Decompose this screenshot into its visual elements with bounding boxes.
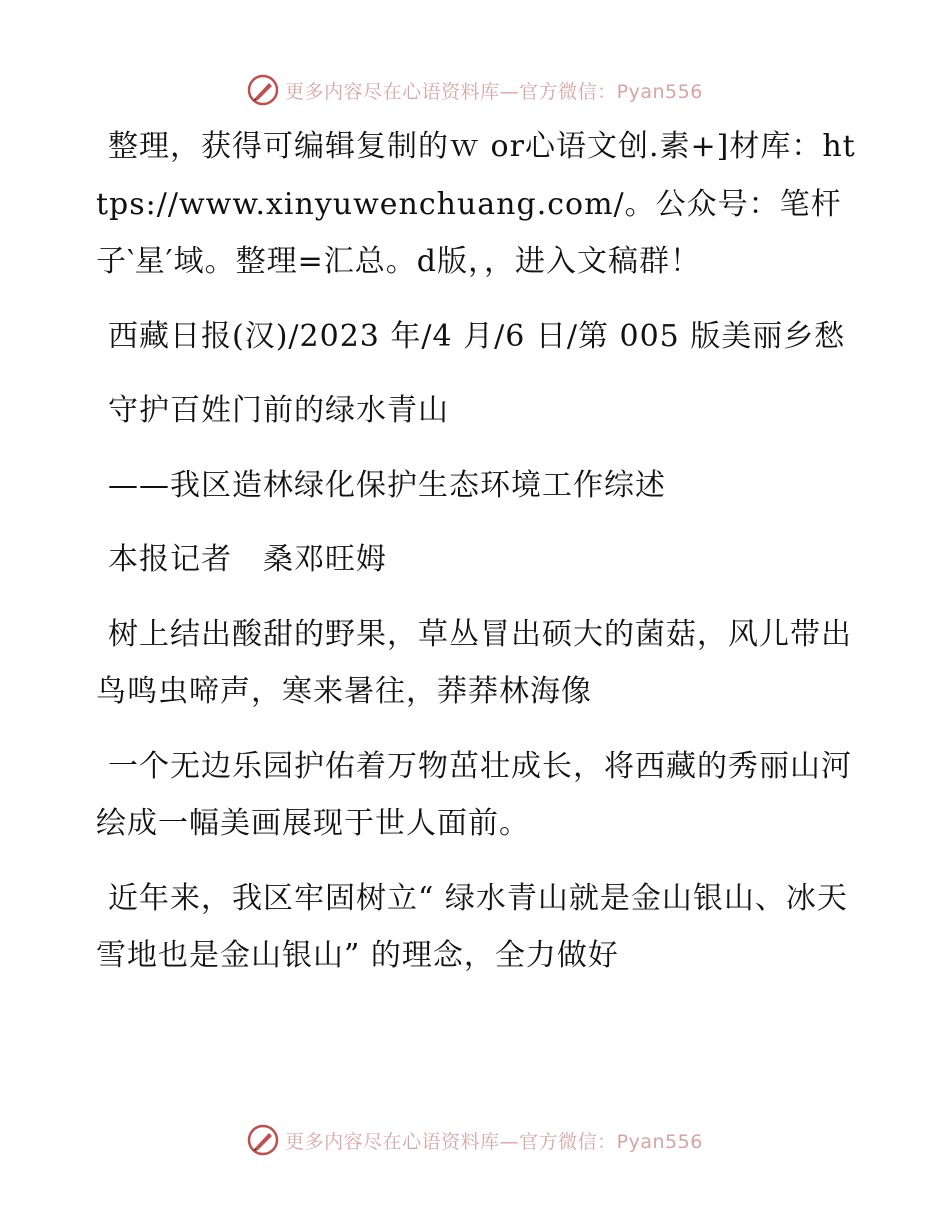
paragraph-body-2 [96,738,866,853]
pen-logo-icon [247,1124,279,1156]
header-banner [0,70,950,110]
paragraph-body-3 [96,870,866,985]
pen-logo-icon [247,74,279,106]
byline [96,531,866,589]
paragraph-source [96,308,866,366]
paragraph-text: 整理，获得可编辑复制的ｗ or心语文创.素+]材库：https://www.xinyuwenchuang.com/。公众号：笔杆子‵星′域。整理=汇总。d版，，进入文稿群！ [96,129,856,279]
banner-text: 更多内容尽在心语资料库—官方微信：Pyan556 [285,1130,703,1153]
paragraph-body-1 [96,606,866,721]
document-body [96,118,866,1002]
paragraph-text: 本报记者 桑邓旺姆 [108,542,387,577]
article-subtitle [96,457,866,515]
paragraph-intro [96,118,866,291]
paragraph-text: ——我区造林绿化保护生态环境工作综述 [108,467,666,503]
footer-banner [0,1120,950,1160]
paragraph-text: 守护百姓门前的绿水青山 [108,393,449,428]
paragraph-text: 一个无边乐园护佑着万物茁壮成长，将西藏的秀丽山河绘成一幅美画展现于世人面前。 [96,748,852,841]
paragraph-text: 近年来，我区牢固树立“ 绿水青山就是金山银山、冰天雪地也是金山银山” 的理念，全力做好 [96,880,848,973]
article-title [96,382,866,440]
banner-text: 更多内容尽在心语资料库—官方微信：Pyan556 [285,80,703,103]
paragraph-text: 树上结出酸甜的野果，草丛冒出硕大的菌菇，风儿带出鸟鸣虫啼声，寒来暑往，莽莽林海像 [96,616,852,709]
paragraph-text: 西藏日报(汉)/2023 年/4 月/6 日/第 005 版美丽乡愁 [108,318,846,354]
